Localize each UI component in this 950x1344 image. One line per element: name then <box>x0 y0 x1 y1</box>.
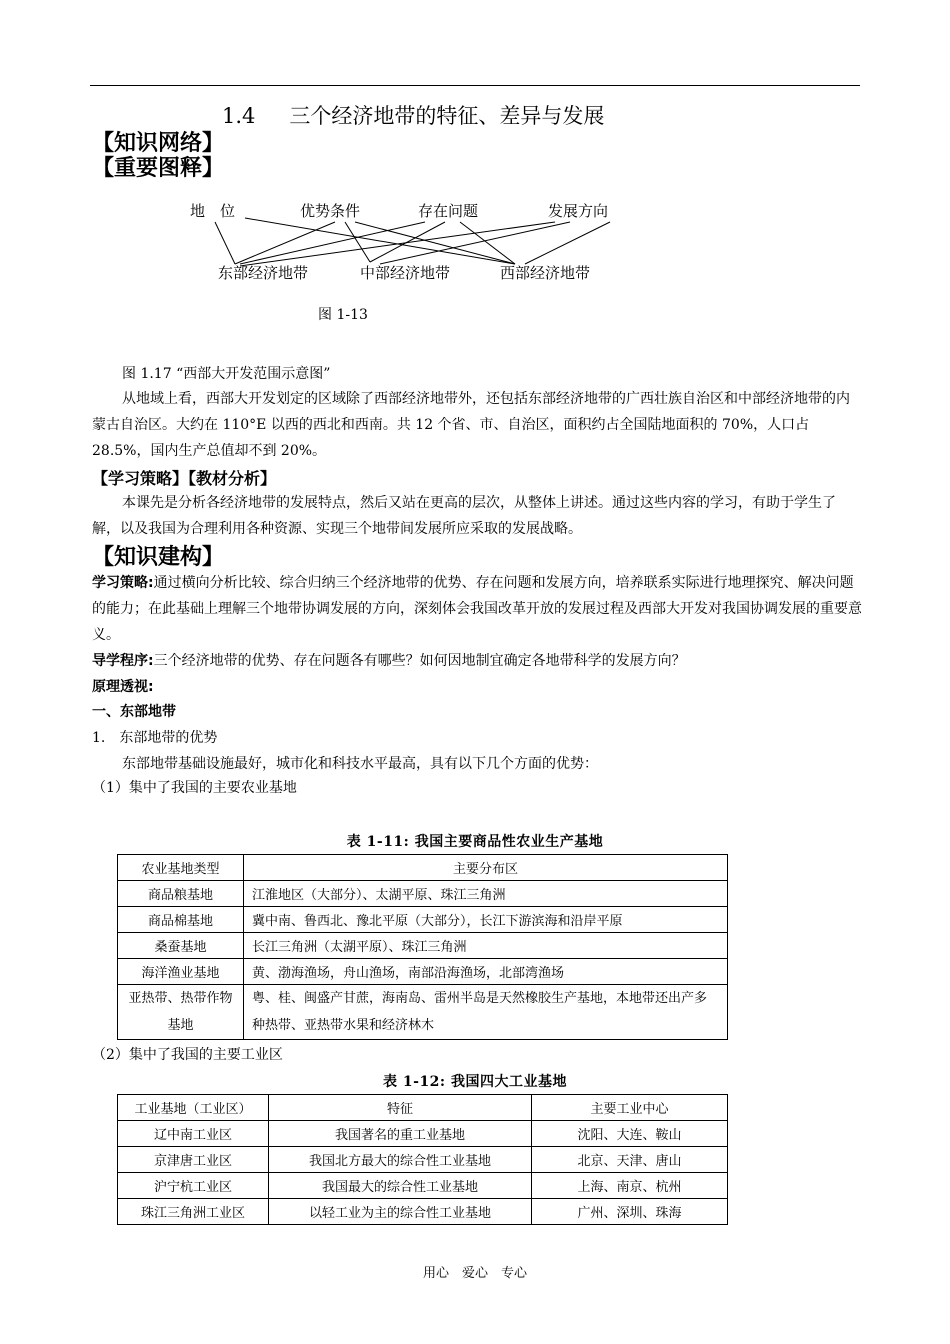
title-text: 三个经济地带的特征、差异与发展 <box>289 104 605 128</box>
table-cell: 沈阳、大连、鞍山 <box>532 1121 728 1147</box>
table-cell: 桑蚕基地 <box>118 933 244 959</box>
table-cell: 广州、深圳、珠海 <box>532 1199 728 1225</box>
paragraph-east: 东部地带基础设施最好，城市化和科技水平最高，具有以下几个方面的优势： <box>122 756 598 772</box>
table-row <box>118 959 728 985</box>
table-cell: 辽中南工业区 <box>118 1121 269 1147</box>
learning-strategy-text: 通过横向分析比较、综合归纳三个经济地带的优势、存在问题和发展方向，培养联系实际进行地理探究、解决问题的能力；在此基础上理解三个地带协调发展的方向，深刻体会我国改革开放的发展过程及西部大开发对我国协调发展的重要意义。 <box>92 575 862 643</box>
table2-caption: 表 1-12: 我国四大工业基地 <box>383 1074 567 1090</box>
diagram-line <box>235 222 335 264</box>
diagram-line <box>215 222 235 264</box>
diagram-bottom-west: 西部经济地带 <box>500 264 591 282</box>
table-cell: 商品粮基地 <box>118 881 244 907</box>
diagram-caption: 图 1-13 <box>318 307 368 323</box>
table-cell: 江淮地区（大部分）、太湖平原、珠江三角洲 <box>244 881 728 907</box>
heading-strategy: 【学习策略】【教材分析】 <box>92 469 277 488</box>
diagram-bottom-east: 东部经济地带 <box>218 264 309 282</box>
table-cell: 我国最大的综合性工业基地 <box>269 1173 532 1199</box>
item-industry: （2）集中了我国的主要工业区 <box>92 1047 283 1063</box>
table-header-row <box>118 1095 728 1121</box>
heading-knowledge-network: 【知识网络】 <box>92 131 225 156</box>
item-agriculture: （1）集中了我国的主要农业基地 <box>92 780 297 796</box>
table-row <box>118 933 728 959</box>
guide-program-text: 三个经济地带的优势、存在问题各有哪些？如何因地制宜确定各地带科学的发展方向？ <box>153 653 686 669</box>
table-row <box>118 1173 728 1199</box>
table-row <box>118 907 728 933</box>
paragraph-strategy: 本课先是分析各经济地带的发展特点，然后又站在更高的层次，从整体上讲述。通过这些内容的学习，有助于学生了解，以及我国为合理利用各种资源、实现三个地带间发展所应采取的发展战略。 <box>92 495 836 537</box>
table-cell: 冀中南、鲁西北、豫北平原（大部分），长江下游滨海和沿岸平原 <box>244 907 728 933</box>
diagram-line <box>380 222 570 264</box>
table-cell: 我国北方最大的综合性工业基地 <box>269 1147 532 1173</box>
table-cell: 亚热带、热带作物基地 <box>118 985 244 1040</box>
table-header-cell: 工业基地（工业区） <box>118 1095 269 1121</box>
learning-strategy <box>92 570 862 648</box>
table-cell: 珠江三角洲工业区 <box>118 1199 269 1225</box>
table-cell: 沪宁杭工业区 <box>118 1173 269 1199</box>
diagram-top-direction: 发展方向 <box>548 202 609 220</box>
learning-strategy-label: 学习策略: <box>92 575 154 591</box>
table-cell: 京津唐工业区 <box>118 1147 269 1173</box>
section-east: 一、东部地带 <box>92 704 176 720</box>
guide-program <box>92 648 862 674</box>
table1-caption: 表 1-11: 我国主要商品性农业生产基地 <box>346 834 604 850</box>
diagram-lines <box>0 0 950 300</box>
table-row <box>118 1121 728 1147</box>
table-header-row <box>118 855 728 881</box>
table-row <box>118 881 728 907</box>
table-header-cell: 特征 <box>269 1095 532 1121</box>
title-number: 1.4 <box>222 104 256 128</box>
table-header-cell: 主要工业中心 <box>532 1095 728 1121</box>
table-cell: 长江三角洲（太湖平原）、珠江三角洲 <box>244 933 728 959</box>
diagram-top-position: 地 位 <box>190 202 236 220</box>
heading-construct: 【知识建构】 <box>92 545 225 570</box>
diagram-line <box>345 222 370 262</box>
table-cell: 以轻工业为主的综合性工业基地 <box>269 1199 532 1225</box>
diagram-top-problems: 存在问题 <box>418 202 479 220</box>
table-agriculture-bases <box>117 854 728 1040</box>
table-row <box>118 1199 728 1225</box>
table-cell: 黄、渤海渔场，舟山渔场，南部沿海渔场，北部湾渔场 <box>244 959 728 985</box>
table-cell: 粤、桂、闽盛产甘蔗，海南岛、雷州半岛是天然橡胶生产基地，本地带还出产多种热带、亚热带水果和经济林木 <box>244 985 728 1040</box>
table-cell: 北京、天津、唐山 <box>532 1147 728 1173</box>
table-row <box>118 985 728 1040</box>
principle-label: 原理透视: <box>92 679 154 695</box>
subsection-east-advantages: 1. 东部地带的优势 <box>92 730 218 746</box>
table-cell: 上海、南京、杭州 <box>532 1173 728 1199</box>
diagram-line <box>525 222 610 264</box>
diagram-top-advantages: 优势条件 <box>300 202 361 220</box>
paragraph-west-region: 从地域上看，西部大开发划定的区域除了西部经济地带外，还包括东部经济地带的广西壮族自治区和中部经济地带的内蒙古自治区。大约在 110°E 以西的西北和西南。共 12 个省、市、自治区，面积约占全国陆地面积的 70%，人口占 28.5%，国内生产总值却不到 20%。 <box>92 391 850 459</box>
diagram-line <box>240 222 425 264</box>
diagram-line <box>370 222 445 262</box>
figure-note: 图 1.17 “西部大开发范围示意图” <box>122 366 331 382</box>
table-industrial-bases <box>117 1094 728 1225</box>
diagram-bottom-central: 中部经济地带 <box>360 264 451 282</box>
table-header-cell: 农业基地类型 <box>118 855 244 881</box>
table-header-cell: 主要分布区 <box>244 855 728 881</box>
table-row <box>118 1147 728 1173</box>
heading-diagram: 【重要图释】 <box>92 156 225 181</box>
page-footer: 用心 爱心 专心 <box>422 1266 527 1281</box>
table-cell: 我国著名的重工业基地 <box>269 1121 532 1147</box>
guide-program-label: 导学程序: <box>92 653 154 669</box>
table-cell: 海洋渔业基地 <box>118 959 244 985</box>
table-cell: 商品棉基地 <box>118 907 244 933</box>
